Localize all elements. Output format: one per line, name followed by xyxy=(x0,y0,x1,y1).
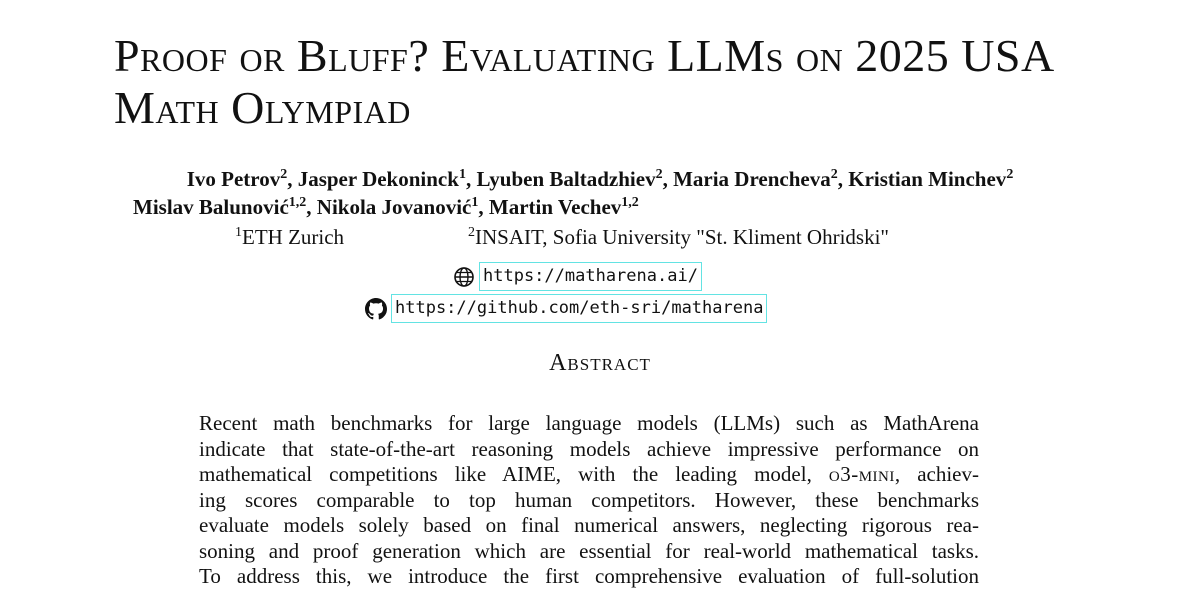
abstract-line: mathematical competitions like AIME, with the leading model, o3-mini, achiev- xyxy=(199,462,979,486)
abstract-line: ing scores comparable to top human competitors. However, these benchmarks xyxy=(199,487,979,512)
author: Jasper Dekoninck$^1$ xyxy=(297,167,466,191)
website-link-row xyxy=(453,262,702,291)
affiliation-2: $^2$INSAIT, Sofia University "St. Kliment Ohridski" xyxy=(468,225,889,249)
model-name: o3-mini xyxy=(828,462,895,486)
author: Martin Vechev$^{1,2}$ xyxy=(488,195,639,219)
abstract-line: indicate that state-of-the-art reasoning models achieve impressive performance on xyxy=(199,436,979,461)
github-link[interactable]: https://github.com/eth-sri/matharena xyxy=(391,294,767,323)
abstract-line: To address this, we introduce the first comprehensive evaluation of full-solution xyxy=(199,564,979,588)
author: Kristian Minchev$^2$ xyxy=(848,167,1014,191)
website-link[interactable]: https://matharena.ai/ xyxy=(479,262,702,291)
abstract-line: Recent math benchmarks for large language models (LLMs) such as MathArena xyxy=(199,411,979,435)
author: Maria Drencheva$^2$ xyxy=(673,167,838,191)
author-list xyxy=(0,165,1200,221)
abstract-line: evaluate models solely based on final numerical answers, neglecting rigorous rea- xyxy=(199,513,979,537)
title-line-1: Proof or Bluff? Evaluating LLMs on 2025 USA xyxy=(114,30,1055,81)
paper-title xyxy=(114,30,1114,134)
author: Ivo Petrov$^2$ xyxy=(186,167,288,191)
title-line-2: Math Olympiad xyxy=(114,82,411,133)
author-row-1: Ivo Petrov$^2$, Jasper Dekoninck$^1$, Lyuben Baltadzhiev$^2$, Maria Drencheva$^2$, Kristian Minchev$^2$ xyxy=(186,167,1014,191)
abstract-line: soning and proof generation which are essential for real-world mathematical tasks. xyxy=(199,538,979,563)
author: Mislav Balunović$^{1,2}$ xyxy=(133,195,307,219)
author: Nikola Jovanović$^1$ xyxy=(316,195,479,219)
github-link-row xyxy=(365,294,767,323)
author-row-2: Mislav Balunović$^{1,2}$, Nikola Jovanović$^1$, Martin Vechev$^{1,2}$ xyxy=(133,195,639,219)
abstract-heading: Abstract xyxy=(549,350,651,376)
author: Lyuben Baltadzhiev$^2$ xyxy=(476,167,663,191)
abstract-body xyxy=(199,411,979,590)
globe-icon xyxy=(453,266,475,288)
github-icon xyxy=(365,298,387,320)
affiliation-1: $^1$ETH Zurich xyxy=(235,225,345,249)
